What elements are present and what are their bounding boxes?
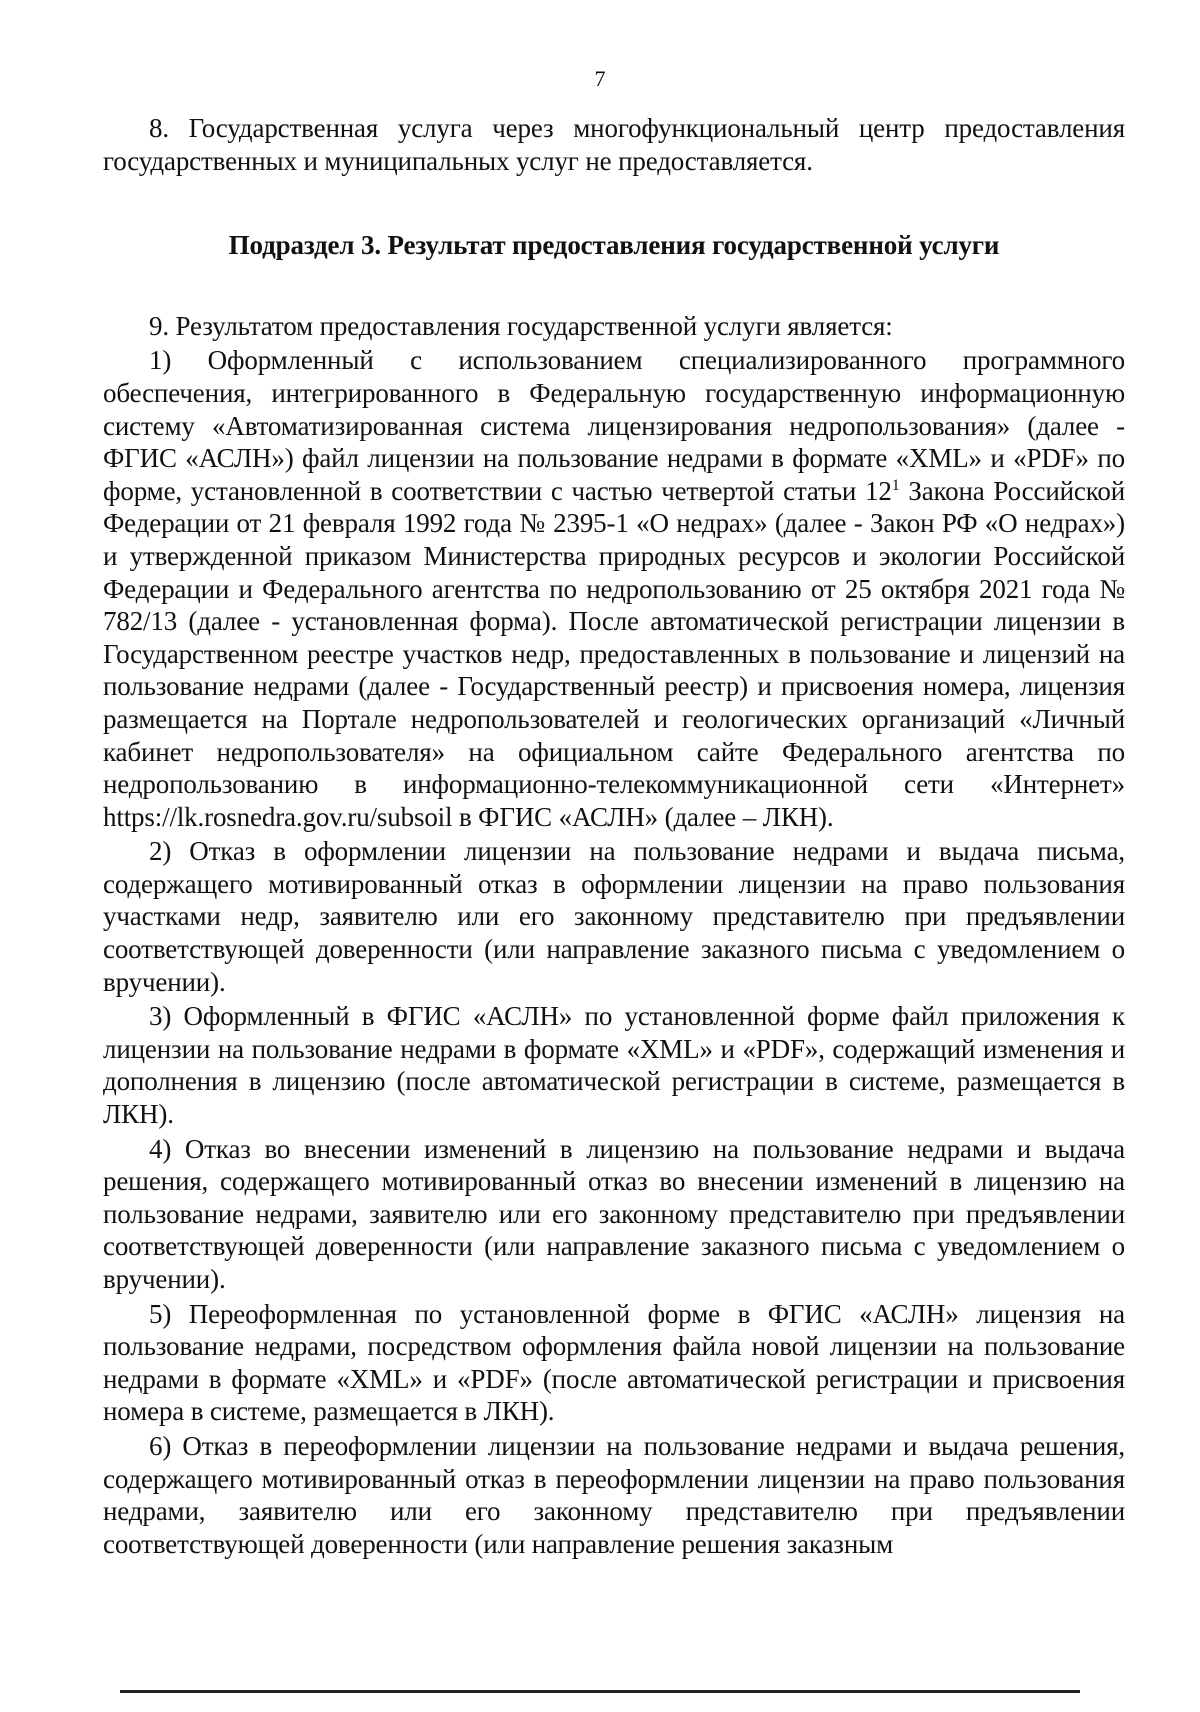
subsection-heading: Подраздел 3. Результат предоставления государственной услуги (228, 230, 1000, 261)
document-body (103, 112, 1125, 1560)
page-bottom-rule (120, 1690, 1080, 1693)
result-item-4: 4) Отказ во внесении изменений в лицензию на пользование недрами и выдача решения, содержащего мотивированный отказ во внесении изменений в лицензию на пользование недрами, заявителю или его законному представителю при предъявлении соответствующей доверенности (или направление заказного письма с уведомлением о вручении). (103, 1133, 1125, 1294)
result-item-1 (103, 344, 1125, 833)
result-item-5: 5) Переоформленная по установленной форме в ФГИС «АСЛН» лицензия на пользование недрами, посредством оформления файла новой лицензии на пользование недрами в формате «XML» и «PDF» (после автоматической регистрации и присвоения номера в системе, размещается в ЛКН). (103, 1298, 1125, 1427)
result-item-3: 3) Оформленный в ФГИС «АСЛН» по установленной форме файл приложения к лицензии на пользование недрами в формате «XML» и «PDF», содержащий изменения и дополнения в лицензию (после автоматической регистрации в системе, размещается в ЛКН). (103, 1001, 1125, 1130)
paragraph-8: 8. Государственная услуга через многофункциональный центр предоставления государственных и муниципальных услуг не предоставляется. (103, 113, 1125, 176)
result-item-6: 6) Отказ в переоформлении лицензии на пользование недрами и выдача решения, содержащего мотивированный отказ в переоформлении лицензии на право пользования недрами, заявителю или его законному представителю при предъявлении соответствующей доверенности (или направление решения заказным (103, 1430, 1125, 1559)
paragraph-9: 9. Результатом предоставления государственной услуги является: (149, 310, 893, 341)
result-item-1-text-a: 1) Оформленный с использованием специализированного программного обеспечения, интегрированного в Федеральную государственную информационную систему «Автоматизированная система лицензирования недропользования» (далее - ФГИС «АСЛН») файл лицензии на пользование недрами в формате «XML» и «PDF» по форме, установленной в соответствии с частью четвертой статьи 12 (103, 345, 1125, 506)
result-item-1-text-b: Закона Российской Федерации от 21 февраля 1992 года № 2395-1 «О недрах» (далее - Закон РФ «О недрах») и утвержденной приказом Министерства природных ресурсов и экологии Российской Федерации и Федерального агентства по недропользованию от 25 октября 2021 года № 782/13 (далее - установленная форма). После автоматической регистрации лицензии в Государственном реестре участков недр, предоставленных в пользование и лицензий на пользование недрами (далее - Государственный реестр) и присвоения номера, лицензия размещается на Портале недропользователей и геологических организаций «Личный кабинет недропользователя» на официальном сайте Федерального агентства по недропользованию в информационно-телекоммуникационной сети «Интернет» https://lk.rosnedra.gov.ru/subsoil в ФГИС «АСЛН» (далее – ЛКН). (103, 475, 1125, 832)
result-item-2: 2) Отказ в оформлении лицензии на пользование недрами и выдача письма, содержащего мотивированный отказ в оформлении лицензии на право пользования участками недр, заявителю или его законному представителю при предъявлении соответствующей доверенности (или направление заказного письма с уведомлением о вручении). (103, 836, 1125, 997)
superscript-mark: 1 (891, 476, 900, 494)
page-number: 7 (594, 66, 606, 91)
